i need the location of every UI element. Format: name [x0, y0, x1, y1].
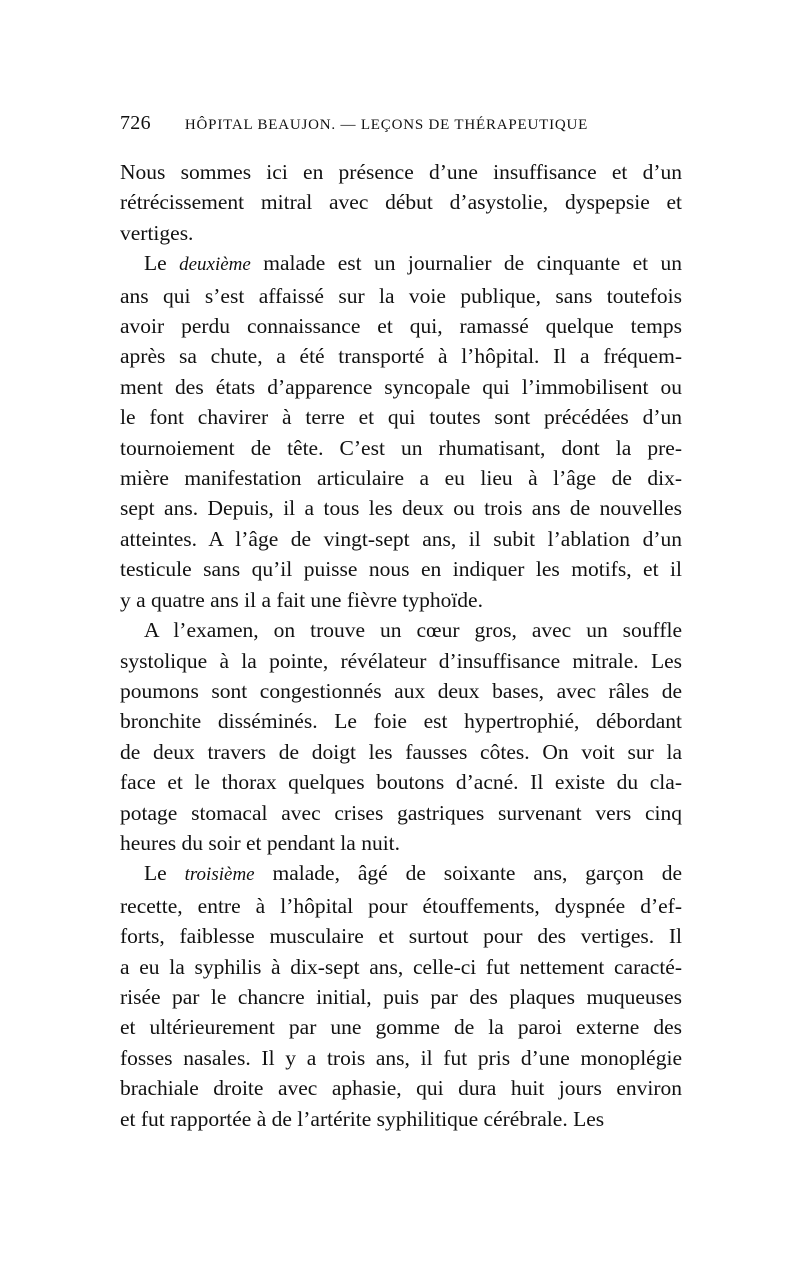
text-line: brachiale droite avec aphasie, qui dura huit jours environ — [120, 1076, 682, 1101]
text-line — [120, 858, 682, 890]
text-line: vertiges. — [120, 220, 194, 245]
text-line: rétrécissement mitral avec début d’asystolie, dyspepsie et — [120, 190, 682, 215]
text-line: Nous sommes ici en présence d’une insuffisance et d’un — [120, 160, 682, 184]
text-line: y a quatre ans il a fait une fièvre typhoïde. — [120, 587, 483, 612]
text-segment: Le — [144, 861, 185, 886]
paragraph — [120, 157, 682, 248]
text-line: fosses nasales. Il y a trois ans, il fut pris d’une monoplégie — [120, 1045, 682, 1070]
text-segment: malade, âgé de soixante ans, garçon de — [254, 861, 682, 886]
paragraph — [120, 615, 682, 858]
text-line: avoir perdu connaissance et qui, ramassé quelque temps — [120, 314, 682, 339]
text-line: a eu la syphilis à dix-sept ans, celle-ci fut nettement caracté- — [120, 954, 682, 979]
running-title: HÔPITAL BEAUJON. — LEÇONS DE THÉRAPEUTIQUE — [184, 117, 589, 133]
text-line: tournoiement de tête. C’est un rhumatisant, dont la pre- — [120, 435, 682, 460]
text-line: poumons sont congestionnés aux deux bases, avec râles de — [120, 678, 682, 703]
text-line: risée par le chancre initial, puis par des plaques muqueuses — [120, 984, 682, 1009]
running-head — [120, 112, 682, 135]
text-line: mière manifestation articulaire a eu lieu à l’âge de dix- — [120, 466, 682, 491]
text-line: atteintes. A l’âge de vingt-sept ans, il subit l’ablation d’un — [120, 526, 682, 551]
text-line: systolique à la pointe, révélateur d’insuffisance mitrale. Les — [120, 648, 682, 673]
text-line: de deux travers de doigt les fausses côtes. On voit sur la — [120, 739, 682, 764]
text-segment: malade est un journalier de cinquante et un — [250, 251, 682, 276]
book-page — [120, 112, 682, 1134]
italic-word: deuxième — [179, 254, 251, 276]
text-line: bronchite disséminés. Le foie est hypertrophié, débordant — [120, 709, 682, 734]
text-line: potage stomacal avec crises gastriques survenant vers cinq — [120, 800, 682, 825]
text-line: après sa chute, a été transporté à l’hôpital. Il a fréquem- — [120, 344, 682, 369]
text-line: et fut rapportée à de l’artérite syphilitique cérébrale. Les — [120, 1106, 605, 1131]
text-line: sept ans. Depuis, il a tous les deux ou trois ans de nouvelles — [120, 496, 682, 521]
text-segment: Le — [144, 251, 180, 276]
paragraph — [120, 858, 682, 1134]
italic-word: troisième — [184, 864, 255, 886]
text-line — [120, 248, 682, 280]
text-line: forts, faiblesse musculaire et surtout pour des vertiges. Il — [120, 924, 682, 949]
body-text — [120, 157, 682, 1134]
text-line: face et le thorax quelques boutons d’acné. Il existe du cla- — [120, 770, 682, 795]
text-line: le font chavirer à terre et qui toutes sont précédées d’un — [120, 405, 682, 430]
text-line: testicule sans qu’il puisse nous en indiquer les motifs, et il — [120, 557, 682, 582]
text-line: recette, entre à l’hôpital pour étouffements, dyspnée d’ef- — [120, 893, 682, 918]
text-line: et ultérieurement par une gomme de la paroi externe des — [120, 1015, 682, 1040]
text-line: heures du soir et pendant la nuit. — [120, 830, 401, 855]
paragraph — [120, 248, 682, 615]
text-line: A l’examen, on trouve un cœur gros, avec un souffle — [144, 618, 682, 643]
text-line: ment des états d’apparence syncopale qui l’immobilisent ou — [120, 374, 682, 399]
text-line: ans qui s’est affaissé sur la voie publique, sans toutefois — [120, 283, 682, 308]
page-number: 726 — [120, 112, 151, 134]
